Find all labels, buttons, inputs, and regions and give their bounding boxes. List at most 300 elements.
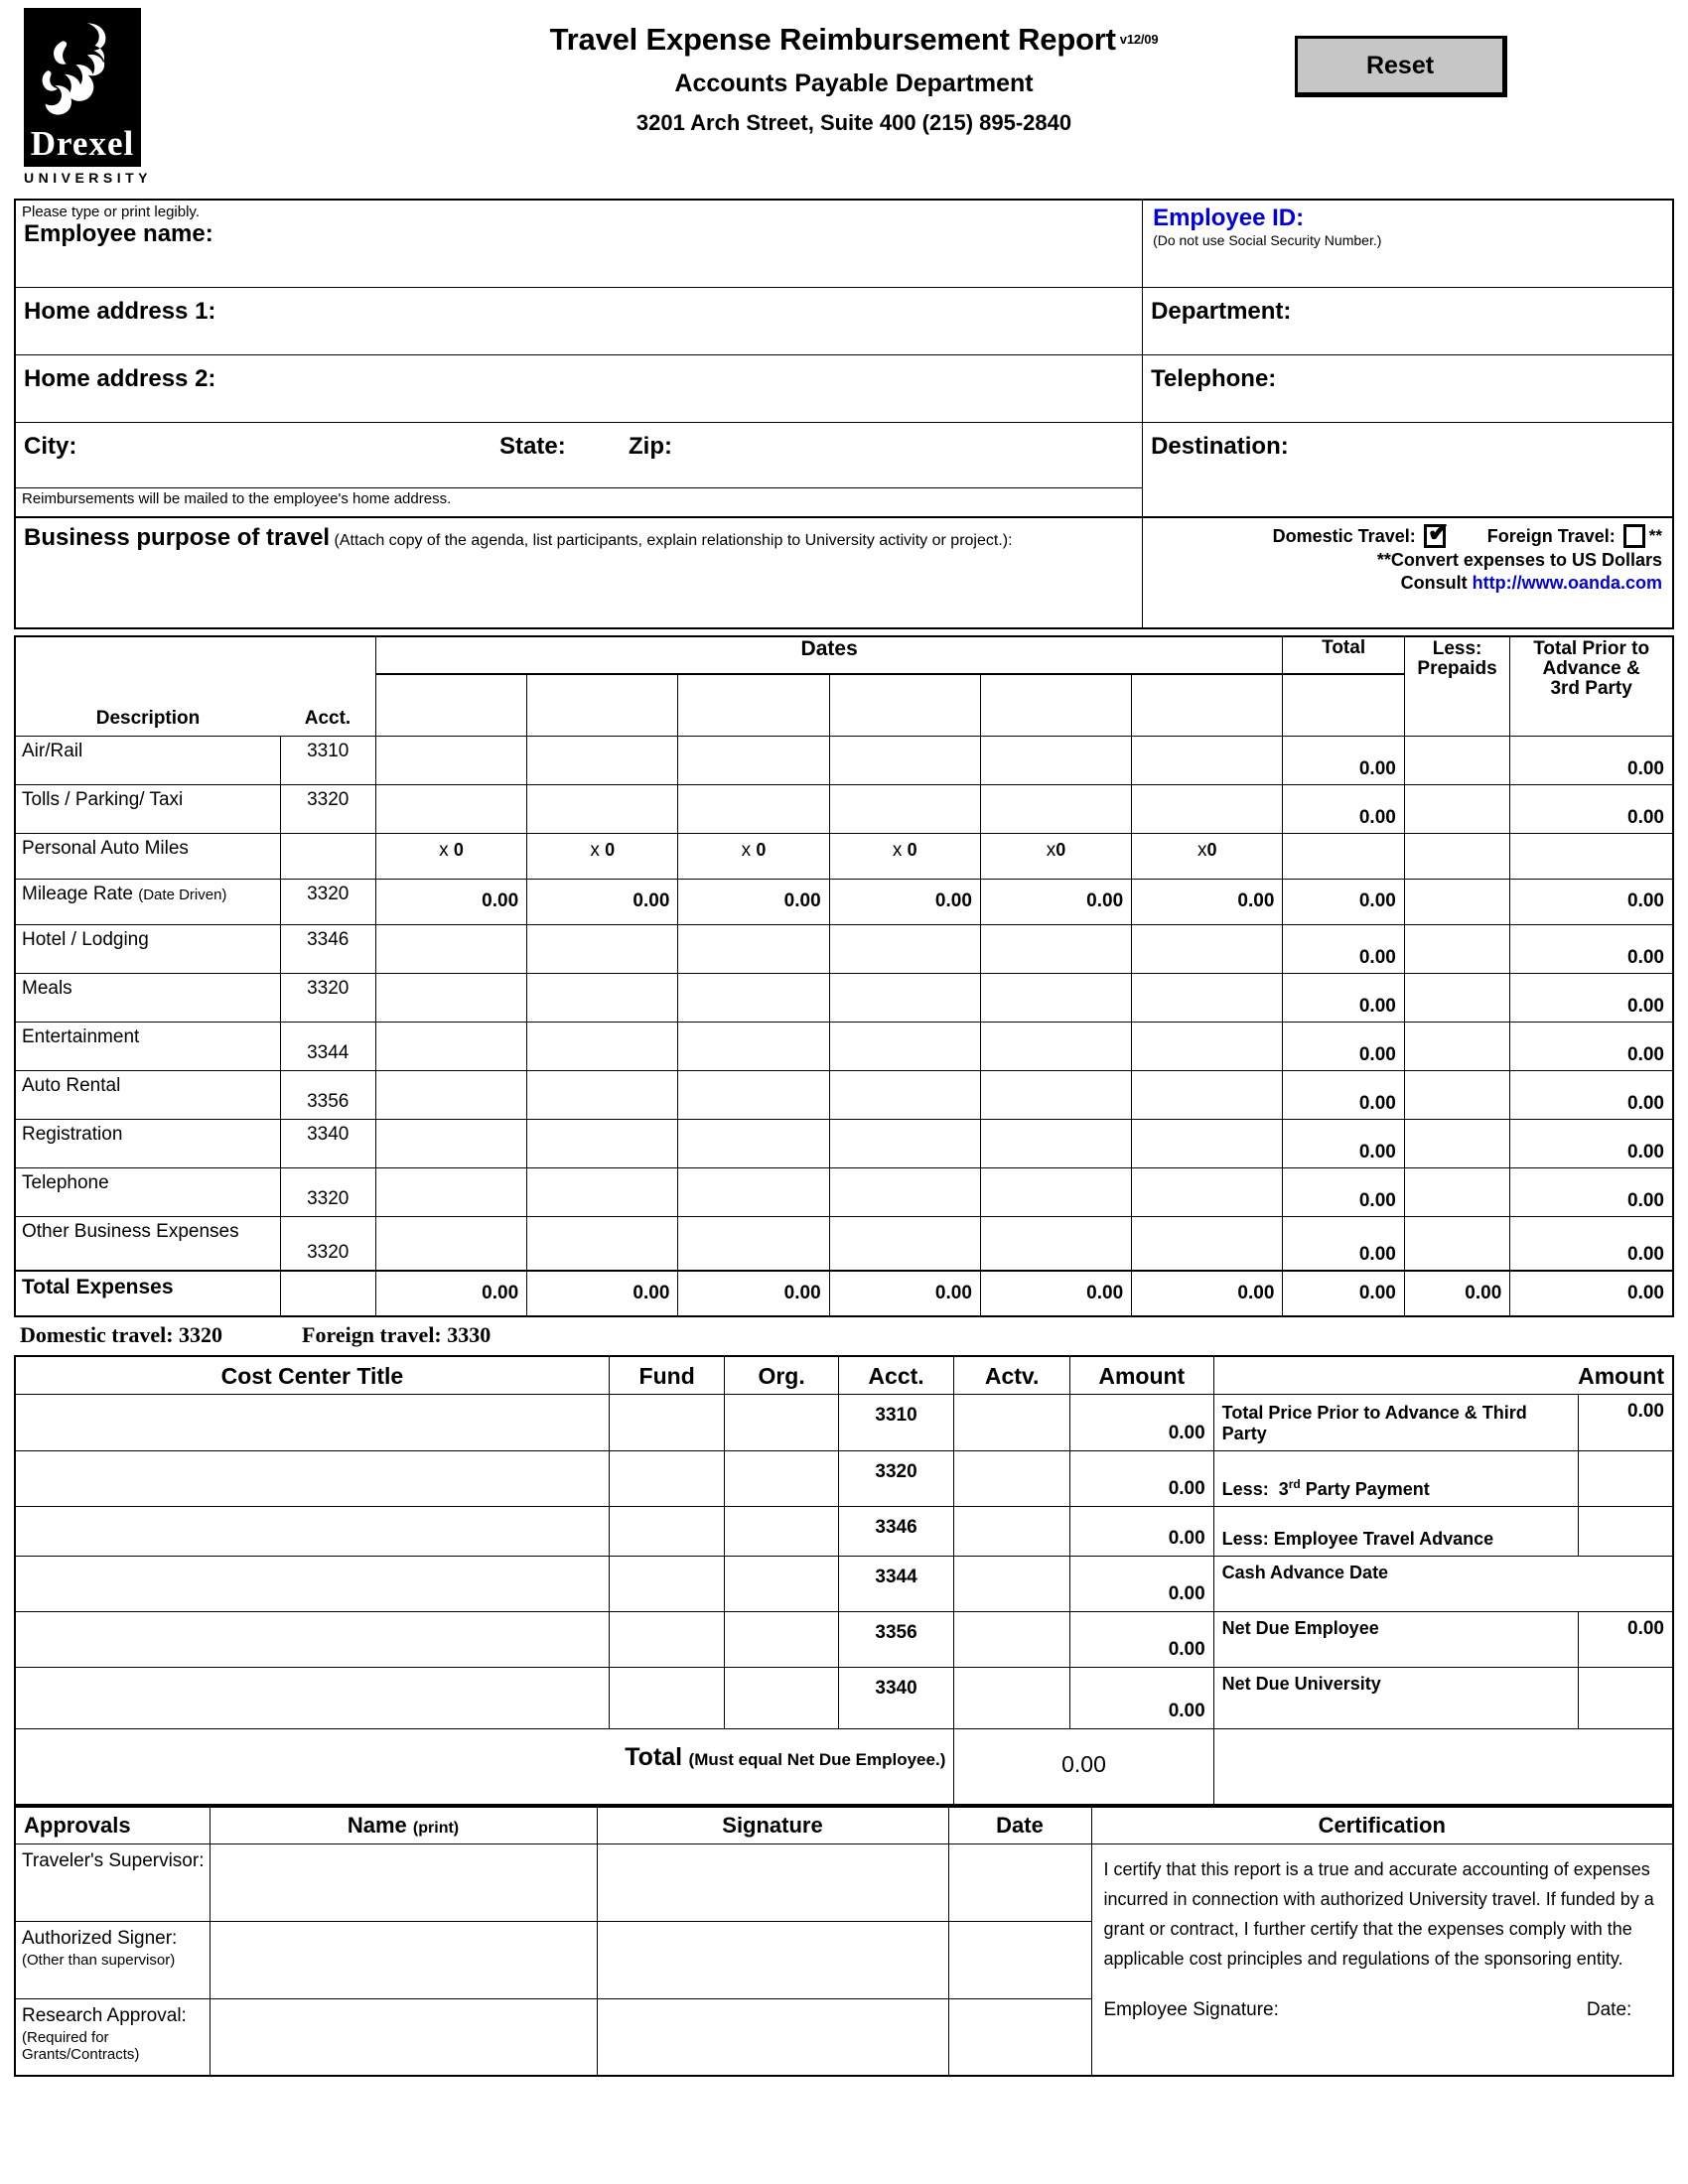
cell-input[interactable] [980,1119,1131,1167]
row-prior-registration: 0.00 [1510,1119,1673,1167]
employee-info-table [14,199,1674,629]
table-row [15,973,1673,1022]
date-col-1[interactable] [375,674,526,736]
cc-actv-input[interactable] [954,1507,1070,1557]
cc-acct-header: Acct. [838,1356,954,1395]
employee-name-cell[interactable] [15,200,1143,287]
cc-actv-input[interactable] [954,1451,1070,1507]
cc-amount-5: 0.00 [1069,1668,1213,1729]
business-purpose-note: (Attach copy of the agenda, list participants, explain relationship to University activity or project.): [334,532,1013,549]
row-acct-mileage-rate: 3320 [280,879,375,924]
table-row [15,636,1673,674]
cell-input[interactable] [678,973,829,1022]
approval-label-authorized-signer [15,1921,210,1998]
cell-empty [1283,833,1404,879]
multiplier-sign: x [741,839,752,861]
cc-amount-2: 0.00 [1069,1507,1213,1557]
city-label: City: [24,432,77,460]
zip-label: Zip: [629,432,672,460]
cell-input[interactable] [678,924,829,973]
prior-line2: Advance & [1542,658,1640,679]
state-cell[interactable] [492,422,621,487]
summary-header-spacer [1213,1356,1578,1395]
cc-acct-0: 3310 [838,1395,954,1451]
mail-note-cell [15,487,1143,517]
summary-value-0: 0.00 [1578,1395,1673,1451]
name-header [210,1807,597,1844]
miles-value: 0 [907,839,917,860]
cell-input[interactable] [829,784,980,833]
table-row [15,1668,1673,1729]
cell-input[interactable] [375,1167,526,1216]
table-row [15,833,1673,879]
miles-value: 0 [756,839,767,860]
foreign-travel-acct: Foreign travel: 3330 [302,1322,492,1347]
total-note: (Must equal Net Due Employee.) [688,1750,946,1769]
date-col-3[interactable] [678,674,829,736]
summary-label-5: Net Due University [1213,1668,1578,1729]
telephone-cell[interactable] [1143,354,1673,422]
row-total-registration: 0.00 [1283,1119,1404,1167]
table-row-total [15,1271,1673,1316]
miles-cell-4[interactable] [829,833,980,879]
cc-fund-input[interactable] [609,1668,725,1729]
total-prior: 0.00 [1510,1271,1673,1316]
summary-label-3: Cash Advance Date [1213,1557,1673,1612]
total-date-5: 0.00 [980,1271,1131,1316]
table-row [15,200,1673,287]
cc-fund-input[interactable] [609,1451,725,1507]
row-prior-air-rail: 0.00 [1510,736,1673,784]
acct-header: Acct. [280,636,375,736]
summary-value-4: 0.00 [1578,1612,1673,1668]
date-col-5[interactable] [980,674,1131,736]
cell-input[interactable] [829,1119,980,1167]
row-prior-entertainment: 0.00 [1510,1022,1673,1070]
department-cell[interactable] [1143,287,1673,354]
mileage-value-2: 0.00 [527,879,678,924]
certification-cell [1091,1843,1673,2076]
oanda-link[interactable]: http://www.oanda.com [1472,573,1662,593]
cell-input[interactable] [1132,1070,1283,1119]
cell-input[interactable] [375,736,526,784]
cc-total-spacer [1213,1729,1673,1805]
home-address2-cell[interactable] [15,354,1143,422]
approval-label-research [15,1998,210,2076]
cc-org-input[interactable] [725,1668,838,1729]
cell-input[interactable] [678,784,829,833]
table-row [15,354,1673,422]
cc-acct-5: 3340 [838,1668,954,1729]
approvals-table [14,1806,1674,2078]
multiplier-sign: x [439,839,449,861]
zip-cell[interactable] [621,422,1143,487]
cell-input[interactable] [980,924,1131,973]
table-row [15,1070,1673,1119]
cell-input[interactable] [527,973,678,1022]
total-word: Total [625,1743,683,1771]
row-total-mileage: 0.00 [1283,879,1404,924]
row-prior-mileage: 0.00 [1510,879,1673,924]
cell-input[interactable] [1404,784,1509,833]
miles-cell-1[interactable] [375,833,526,879]
approval-signature-input[interactable] [597,1998,948,2076]
destination-label: Destination: [1151,432,1289,460]
cell-input[interactable] [1404,736,1509,784]
cell-input[interactable] [829,924,980,973]
table-row [15,422,1673,487]
approval-name-input[interactable] [210,1843,597,1921]
total-prior-header [1510,636,1673,736]
cell-input[interactable] [527,1022,678,1070]
cc-title-input[interactable] [15,1507,609,1557]
foreign-travel-label: Foreign Travel: [1486,525,1616,546]
cell-input[interactable] [980,784,1131,833]
cell-input[interactable] [678,1167,829,1216]
cell-input[interactable] [1132,924,1283,973]
cc-amount-0: 0.00 [1069,1395,1213,1451]
cell-input[interactable] [1404,924,1509,973]
domestic-travel-checkbox[interactable] [1424,517,1450,548]
authorized-signer-sub: (Other than supervisor) [22,1951,176,1969]
summary-label-1: Less: 3rd Party Payment [1213,1451,1578,1507]
city-cell[interactable] [15,422,492,487]
approval-date-input[interactable] [948,1921,1091,1998]
cell-input[interactable] [1404,1167,1509,1216]
signature-header: Signature [597,1807,948,1844]
table-row [15,1119,1673,1167]
cell-input[interactable] [527,1167,678,1216]
address-line: 3201 Arch Street, Suite 400 (215) 895-2840 [635,110,1072,135]
org-header: Org. [725,1356,838,1395]
cell-input[interactable] [1404,1022,1509,1070]
employee-signature-line [1104,1995,1663,2025]
total-col-spacer [1283,674,1404,736]
miles-cell-2[interactable] [527,833,678,879]
cell-input[interactable] [1132,1119,1283,1167]
table-row [15,517,1673,628]
cell-input[interactable] [829,1167,980,1216]
summary-value-5[interactable] [1578,1668,1673,1729]
cost-center-table [14,1355,1674,1806]
cell-input[interactable] [375,1022,526,1070]
telephone-label: Telephone: [1151,364,1277,392]
cc-acct-1: 3320 [838,1451,954,1507]
row-label-meals: Meals [15,973,280,1022]
cell-input[interactable] [1132,736,1283,784]
destination-cell[interactable] [1143,422,1673,517]
form-header [14,0,1674,199]
domestic-travel-label: Domestic Travel: [1272,525,1416,546]
table-row [15,1022,1673,1070]
table-row-total [15,1729,1673,1805]
total-prepaids: 0.00 [1404,1271,1509,1316]
consult-prefix: Consult [1400,573,1473,593]
authorized-signer-label: Authorized Signer: [22,1927,178,1949]
cell-input[interactable] [678,1070,829,1119]
row-prior-tolls: 0.00 [1510,784,1673,833]
employee-id-note: (Do not use Social Security Number.) [1153,232,1382,248]
logo-wordmark: Drexel [30,124,135,163]
cell-input[interactable] [980,1216,1131,1271]
mileage-value-1: 0.00 [375,879,526,924]
checkmark-icon: ✔ [1427,517,1450,547]
cc-actv-input[interactable] [954,1395,1070,1451]
table-row [15,736,1673,784]
approval-signature-input[interactable] [597,1921,948,1998]
cell-input[interactable] [678,1119,829,1167]
cost-center-title-header: Cost Center Title [15,1356,609,1395]
cell-input[interactable] [375,1070,526,1119]
cell-input[interactable] [527,1070,678,1119]
cell-input[interactable] [1132,784,1283,833]
cc-fund-input[interactable] [609,1507,725,1557]
row-label-other: Other Business Expenses [15,1216,280,1271]
total-date-4: 0.00 [829,1271,980,1316]
employee-id-cell[interactable] [1143,200,1673,287]
less-prepaids-header [1404,636,1509,736]
version-label: v12/09 [1119,32,1159,47]
cell-input[interactable] [829,1216,980,1271]
cc-amount-3: 0.00 [1069,1557,1213,1612]
cc-fund-input[interactable] [609,1612,725,1668]
cc-acct-2: 3346 [838,1507,954,1557]
miles-value: 0 [1206,839,1217,860]
row-prior-other: 0.00 [1510,1216,1673,1271]
cell-input[interactable] [980,1070,1131,1119]
total-date-6: 0.00 [1132,1271,1283,1316]
summary-value-2[interactable] [1578,1507,1673,1557]
row-total-telephone: 0.00 [1283,1167,1404,1216]
mileage-value-3: 0.00 [678,879,829,924]
employee-name-label: Employee name: [24,220,213,247]
approval-date-input[interactable] [948,1998,1091,2076]
cc-title-input[interactable] [15,1612,609,1668]
reset-button[interactable]: Reset [1295,36,1507,97]
table-row [15,879,1673,924]
convert-currency-note: **Convert expenses to US Dollars [1376,550,1662,570]
row-acct-meals: 3320 [280,973,375,1022]
cell-input[interactable] [527,736,678,784]
logo-university-text: UNIVERSITY [24,170,153,186]
cc-fund-input[interactable] [609,1395,725,1451]
row-total-meals: 0.00 [1283,973,1404,1022]
date-col-4[interactable] [829,674,980,736]
page-title: Travel Expense Reimbursement Report [549,22,1116,57]
cell-input[interactable] [980,736,1131,784]
cell-input[interactable] [1404,1216,1509,1271]
cc-org-input[interactable] [725,1451,838,1507]
summary-label-0: Total Price Prior to Advance & Third Party [1213,1395,1578,1451]
cell-input[interactable] [1404,833,1509,879]
cell-input[interactable] [678,1216,829,1271]
table-row [15,1612,1673,1668]
cc-fund-input[interactable] [609,1557,725,1612]
mileage-rate-label: Mileage Rate [22,883,133,904]
cell-input[interactable] [375,1119,526,1167]
cell-input[interactable] [1132,1167,1283,1216]
table-row [15,1507,1673,1557]
prior-line3: 3rd Party [1550,678,1632,699]
date-col-6[interactable] [1132,674,1283,736]
multiplier-sign: x [892,839,903,861]
row-total-other: 0.00 [1283,1216,1404,1271]
cc-acct-3: 3344 [838,1557,954,1612]
summary-value-1[interactable] [1578,1451,1673,1507]
row-label-auto-rental: Auto Rental [15,1070,280,1119]
table-row [15,287,1673,354]
name-sub: (print) [412,1819,460,1837]
row-total-hotel: 0.00 [1283,924,1404,973]
row-total-auto-rental: 0.00 [1283,1070,1404,1119]
home-address1-cell[interactable] [15,287,1143,354]
table-row [15,1395,1673,1451]
cc-actv-input[interactable] [954,1612,1070,1668]
total-date-2: 0.00 [527,1271,678,1316]
less-prepaids-line2: Prepaids [1417,658,1497,679]
cell-input[interactable] [1404,973,1509,1022]
cc-acct-4: 3356 [838,1612,954,1668]
row-prior-meals: 0.00 [1510,973,1673,1022]
cell-input[interactable] [980,1022,1131,1070]
description-header: Description [15,636,280,736]
cc-total-label [15,1729,954,1805]
row-total-entertainment: 0.00 [1283,1022,1404,1070]
less-prepaids-line1: Less: [1432,638,1482,659]
cc-org-input[interactable] [725,1612,838,1668]
table-row [15,1807,1673,1844]
cc-org-input[interactable] [725,1557,838,1612]
cell-input[interactable] [1132,1216,1283,1271]
amount-header: Amount [1069,1356,1213,1395]
table-row [15,1356,1673,1395]
fund-header: Fund [609,1356,725,1395]
miles-cell-5[interactable] [980,833,1131,879]
approval-signature-input[interactable] [597,1843,948,1921]
cell-input[interactable] [1404,1070,1509,1119]
cc-title-input[interactable] [15,1668,609,1729]
cc-amount-4: 0.00 [1069,1612,1213,1668]
row-label-entertainment: Entertainment [15,1022,280,1070]
cell-input[interactable] [678,736,829,784]
row-total-tolls: 0.00 [1283,784,1404,833]
cell-input[interactable] [1132,1022,1283,1070]
table-row [15,1451,1673,1507]
cell-input[interactable] [829,1070,980,1119]
home-address1-label: Home address 1: [24,297,216,325]
table-row [15,1557,1673,1612]
mileage-rate-sub: (Date Driven) [138,886,227,903]
signature-date-label[interactable]: Date: [1586,1998,1632,2020]
cell-input[interactable] [829,1022,980,1070]
cell-input[interactable] [375,1216,526,1271]
approvals-header: Approvals [15,1807,210,1844]
row-label-telephone: Telephone [15,1167,280,1216]
home-address2-label: Home address 2: [24,364,216,392]
actv-header: Actv. [954,1356,1070,1395]
employee-signature-label[interactable]: Employee Signature: [1103,1998,1279,2020]
consult-line [1149,573,1662,594]
table-row [15,1167,1673,1216]
dates-header: Dates [375,636,1283,674]
row-label-mileage-rate [15,879,280,924]
miles-value: 0 [605,839,616,860]
cell-input[interactable] [678,1022,829,1070]
miles-value: 0 [1055,839,1066,860]
cc-actv-input[interactable] [954,1668,1070,1729]
row-acct-auto-miles [280,833,375,879]
row-label-air-rail: Air/Rail [15,736,280,784]
total-date-1: 0.00 [375,1271,526,1316]
certification-text: I certify that this report is a true and accurate accounting of expenses incurred in connection with authorized University travel. If funded by a grant or contract, I further certify that the expenses comply with the applicable cost principles and regulations of the sponsoring entity. [1103,1858,1654,1969]
row-acct-auto-rental: 3356 [280,1070,375,1119]
date-col-2[interactable] [527,674,678,736]
approval-name-input[interactable] [210,1998,597,2076]
dragon-icon [35,16,130,125]
cell-input[interactable] [829,736,980,784]
cell-input[interactable] [1404,879,1509,924]
cell-input[interactable] [829,973,980,1022]
row-prior-auto-rental: 0.00 [1510,1070,1673,1119]
mileage-value-6: 0.00 [1132,879,1283,924]
miles-cell-6[interactable] [1132,833,1283,879]
travel-account-footnote [14,1317,1674,1355]
approval-date-input[interactable] [948,1843,1091,1921]
cell-input[interactable] [980,973,1131,1022]
cell-empty [1510,833,1673,879]
cell-input[interactable] [527,924,678,973]
row-total-air-rail: 0.00 [1283,736,1404,784]
row-label-registration: Registration [15,1119,280,1167]
name-word: Name [347,1812,407,1838]
cell-input[interactable] [375,973,526,1022]
cell-input[interactable] [375,784,526,833]
expense-table [14,635,1674,1317]
cell-input[interactable] [1132,973,1283,1022]
cc-actv-input[interactable] [954,1557,1070,1612]
print-legibly-note: Please type or print legibly. [22,204,200,220]
cc-org-input[interactable] [725,1395,838,1451]
cc-org-input[interactable] [725,1507,838,1557]
row-prior-telephone: 0.00 [1510,1167,1673,1216]
state-label: State: [499,432,566,460]
row-acct-tolls: 3320 [280,784,375,833]
approval-label-supervisor: Traveler's Supervisor: [15,1843,210,1921]
cc-title-input[interactable] [15,1557,609,1612]
approval-name-input[interactable] [210,1921,597,1998]
cell-input[interactable] [527,1216,678,1271]
grand-total: 0.00 [1283,1271,1404,1316]
cc-title-input[interactable] [15,1395,609,1451]
business-purpose-cell[interactable] [15,517,1143,628]
row-acct-telephone: 3320 [280,1167,375,1216]
cell-input[interactable] [527,784,678,833]
table-row [15,784,1673,833]
cell-input[interactable] [527,1119,678,1167]
foreign-travel-checkbox[interactable] [1623,524,1645,548]
cell-input[interactable] [1404,1119,1509,1167]
cc-title-input[interactable] [15,1451,609,1507]
total-date-3: 0.00 [678,1271,829,1316]
miles-cell-3[interactable] [678,833,829,879]
cc-total-value: 0.00 [954,1729,1213,1805]
research-approval-label: Research Approval: [22,2004,187,2026]
table-row [15,924,1673,973]
cell-input[interactable] [375,924,526,973]
employee-id-label: Employee ID: [1153,205,1305,231]
cell-input[interactable] [980,1167,1131,1216]
department-label: Department: [1151,297,1292,325]
